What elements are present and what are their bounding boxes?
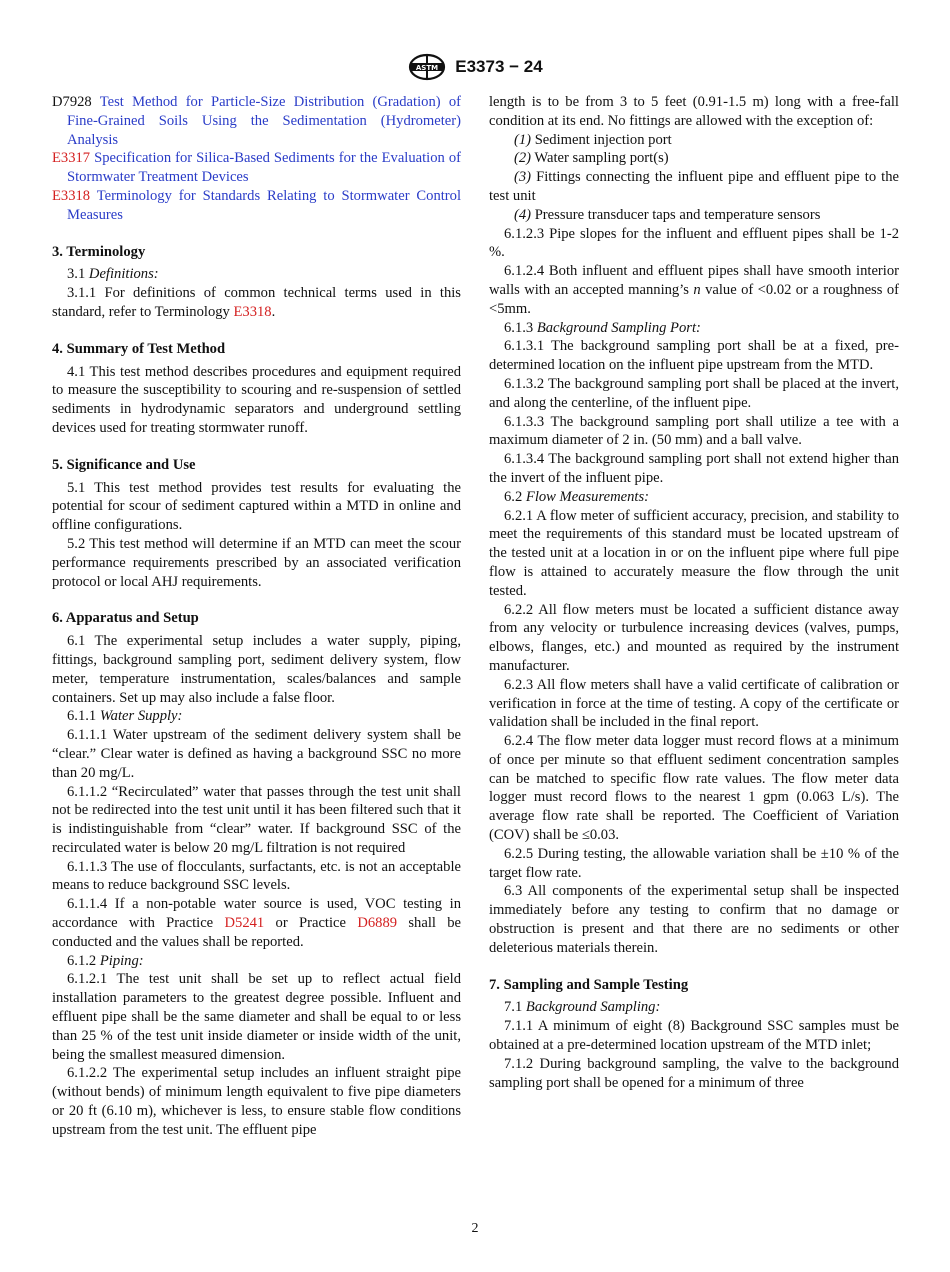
section-heading: 6. Apparatus and Setup <box>52 610 199 627</box>
left-column <box>52 93 461 1140</box>
standard-code: E3373 − 24 <box>455 57 543 76</box>
section-heading: 7. Sampling and Sample Testing <box>489 976 689 993</box>
reference-link[interactable]: Terminology for Standards Relating to Stormwater Control Measures <box>67 187 462 223</box>
reference-link[interactable]: D6889 <box>357 915 398 932</box>
paragraph: 6.1.1.1 Water upstream of the sediment delivery system shall be “clear.” Clear water is defined as having a background SSC no more than 20 mg/L. <box>52 727 461 781</box>
paragraph: 6.2.1 A flow meter of sufficient accuracy, precision, and stability to meet the requirements of this standard must be located upstream of the tested unit at a location in or on the influent pipe where full pipe flow is attained to accurately measure the flow through the unit tested. <box>489 507 899 599</box>
paragraph: 6.1.2.1 The test unit shall be set up to reflect actual field installation parameters to the greatest degree possible. Influent and effluent pipe shall be the same diameter and shall be equal to or less than 25 % of the test unit inside diameter or inside width of the unit, being the smallest measured dimension. <box>52 971 461 1063</box>
page-header <box>0 52 950 82</box>
reference-id-link[interactable]: E3318 <box>52 187 91 204</box>
section-heading: 3. Terminology <box>52 243 146 260</box>
paragraph: 7.1 Background Sampling: <box>504 999 661 1016</box>
reference-link[interactable]: Specification for Silica-Based Sediments for the Evaluation of Stormwater Treatment Devices <box>67 150 461 186</box>
paragraph: 6.2.2 All flow meters must be located a sufficient distance away from any velocity or turbulence increasing devices (valves, pumps, elbows, flanges, etc.) and mounted as required by the instrument manufacturer. <box>489 601 899 674</box>
list-item: (1) Sediment injection port <box>514 131 672 148</box>
paragraph: 3.1 Definitions: <box>67 266 159 283</box>
list-item: (2) Water sampling port(s) <box>514 150 669 167</box>
paragraph: 7.1.1 A minimum of eight (8) Background SSC samples must be obtained at a pre-determined location upstream of the MTD inlet; <box>489 1018 899 1054</box>
svg-text:ASTM: ASTM <box>416 64 439 72</box>
reference-link[interactable]: D5241 <box>224 915 265 932</box>
paragraph: 7.1.2 During background sampling, the valve to the background sampling port shall be opened for a minimum of three <box>489 1055 899 1091</box>
paragraph: 6.2.5 During testing, the allowable variation shall be ±10 % of the target flow rate. <box>489 845 899 881</box>
paragraph: 6.2.3 All flow meters shall have a valid certificate of calibration or verification in force at the time of testing. A copy of the certificate or validation shall be included in the final report. <box>489 676 899 731</box>
paragraph: 6.1 The experimental setup includes a water supply, piping, fittings, background sampling port, sediment delivery system, flow meter, temperature instrumentation, scales/balances and sample containers. Set up may also include a false floor. <box>52 633 461 706</box>
paragraph: 6.1.1 Water Supply: <box>67 708 183 725</box>
paragraph: 6.1.1.2 “Recirculated” water that passes through the test unit shall not be redirected into the test unit until it has been filtered such that it is indistinguishable from “clear” water. If background SSC of the recirculated water is below 20 mg/L filtration is not required <box>52 783 461 856</box>
list-item: (4) Pressure transducer taps and temperature sensors <box>514 206 821 223</box>
paragraph: 6.1.3 Background Sampling Port: <box>504 319 701 336</box>
page-number: 2 <box>471 1221 479 1236</box>
paragraph: 6.1.2.3 Pipe slopes for the influent and effluent pipes shall be 1-2 %. <box>489 225 899 261</box>
paragraph: 4.1 This test method describes procedures and equipment required to measure the susceptibility to scouring and re-suspension of settled sediments in hydrodynamic separators and underground settling devices used for treating stormwater runoff. <box>52 363 461 436</box>
paragraph: 6.1.3.1 The background sampling port shall be at a fixed, pre-determined location on the influent pipe upstream from the MTD. <box>489 338 899 374</box>
paragraph: 6.2 Flow Measurements: <box>504 488 649 505</box>
paragraph: 5.1 This test method provides test results for evaluating the potential for scour of sediment captured within a MTD in online and offline configurations. <box>52 479 461 534</box>
reference-id-link[interactable]: E3317 <box>52 150 91 167</box>
reference-item: D7928 Test Method for Particle-Size Distribution (Gradation) of Fine-Grained Soils Using the Sedimentation (Hydrometer) Analysis <box>52 94 461 148</box>
paragraph: 5.2 This test method will determine if an MTD can meet the scour performance requirements prescribed by an associated verification protocol or local AHJ requirements. <box>52 535 461 590</box>
paragraph: 6.2.4 The flow meter data logger must record flows at a minimum of once per minute so that effluent sediment concentration samples can be matched to specific flow rate values. The flow meter data logger must record flows to the nearest 1 gpm (0.063 L/s). The average flow rate shall be reported. The Coefficient of Variation (COV) shall be ≤0.03. <box>489 733 899 844</box>
reference-link[interactable]: E3318 <box>233 303 272 320</box>
paragraph: 6.1.3.3 The background sampling port shall utilize a tee with a maximum diameter of 2 in. (50 mm) and a ball valve. <box>489 413 899 449</box>
section-heading: 4. Summary of Test Method <box>52 340 226 357</box>
reference-item <box>52 149 461 187</box>
paragraph: 6.3 All components of the experimental setup shall be inspected immediately before any testing to confirm that no damage or obstruction is present and that there are no sediments or other deleterious materials therein. <box>489 883 899 956</box>
paragraph: 6.1.3.2 The background sampling port shall be placed at the invert, and along the centerline, of the influent pipe. <box>489 375 899 411</box>
paragraph: 3.1.1 For definitions of common technical terms used in this standard, refer to Terminology E3318. <box>52 285 461 320</box>
reference-link[interactable]: Test Method for Particle-Size Distribution (Gradation) of Fine-Grained Soils Using the Sedimentation (Hydrometer) Analysis <box>67 94 461 148</box>
right-column <box>489 93 899 1092</box>
astm-logo-icon <box>407 52 447 82</box>
paragraph: 6.1.2.2 The experimental setup includes an influent straight pipe (without bends) of minimum length equivalent to five pipe diameters or 20 ft (6.10 m), whichever is less, to ensure stable flow conditions upstream from the test unit. The effluent pipe <box>52 1065 461 1138</box>
paragraph: 6.1.1.3 The use of flocculants, surfactants, etc. is not an acceptable means to reduce background SSC levels. <box>52 858 461 894</box>
section-heading: 5. Significance and Use <box>52 456 196 473</box>
paragraph: 6.1.3.4 The background sampling port shall not extend higher than the invert of the influent pipe. <box>489 451 899 486</box>
reference-item <box>52 187 461 225</box>
paragraph: 6.1.1.4 If a non-potable water source is used, VOC testing in accordance with Practice D5241 or Practice D6889 shall be conducted and the values shall be reported. <box>52 896 461 950</box>
paragraph: length is to be from 3 to 5 feet (0.91-1.5 m) long with a free-fall condition at its end. No fittings are allowed with the exception of: <box>489 94 899 129</box>
paragraph: 6.1.2.4 Both influent and effluent pipes shall have smooth interior walls with an accepted manning’s n value of <0.02 or a roughness of <5mm. <box>489 263 899 317</box>
paragraph: 6.1.2 Piping: <box>67 952 144 969</box>
list-item: (3) Fittings connecting the influent pipe and effluent pipe to the test unit <box>489 169 900 204</box>
